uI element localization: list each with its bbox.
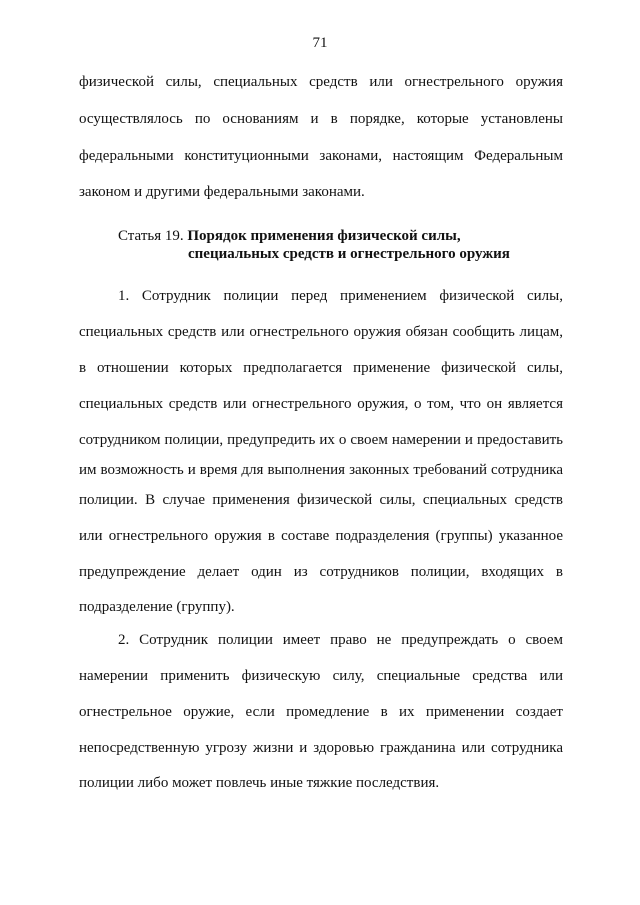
- paragraph1-line: им возможность и время для выполнения законных требований сотрудника: [79, 462, 563, 478]
- article-title-line2: специальных средств и огнестрельного оружия: [188, 246, 510, 262]
- paragraph2-line: 2. Сотрудник полиции имеет право не предупреждать о своем: [118, 632, 563, 648]
- paragraph1-line: сотрудником полиции, предупредить их о своем намерении и предоставить: [79, 432, 563, 448]
- paragraph1-line: или огнестрельного оружия в составе подразделения (группы) указанное: [79, 528, 563, 544]
- intro-line: законом и другими федеральными законами.: [79, 184, 365, 200]
- paragraph2-line: огнестрельное оружие, если промедление в их применении создает: [79, 704, 563, 720]
- paragraph2-line: полиции либо может повлечь иные тяжкие последствия.: [79, 775, 440, 791]
- article-label: Статья 19.: [118, 228, 184, 244]
- paragraph1-line: предупреждение делает один из сотрудников полиции, входящих в: [79, 564, 563, 580]
- article-heading: [118, 227, 461, 245]
- paragraph2-line: непосредственную угрозу жизни и здоровью гражданина или сотрудника: [79, 740, 563, 756]
- page-number: 71: [312, 35, 328, 51]
- paragraph1-line: 1. Сотрудник полиции перед применением физической силы,: [118, 288, 563, 304]
- article-title-continuation: [188, 245, 510, 263]
- intro-line: федеральными конституционными законами, настоящим Федеральным: [79, 148, 563, 164]
- paragraph1-line: в отношении которых предполагается применение физической силы,: [79, 360, 563, 376]
- paragraph2-line: намерении применить физическую силу, специальные средства или: [79, 668, 563, 684]
- paragraph1-line: специальных средств или огнестрельного оружия обязан сообщить лицам,: [79, 324, 563, 340]
- paragraph1-line: полиции. В случае применения физической силы, специальных средств: [79, 492, 563, 508]
- intro-line: осуществлялось по основаниям и в порядке, которые установлены: [79, 111, 563, 127]
- paragraph1-line: специальных средств или огнестрельного оружия, о том, что он является: [79, 396, 563, 412]
- paragraph1-line: подразделение (группу).: [79, 599, 235, 615]
- intro-line: физической силы, специальных средств или огнестрельного оружия: [79, 74, 563, 90]
- article-title-line1: Порядок применения физической силы,: [187, 228, 461, 244]
